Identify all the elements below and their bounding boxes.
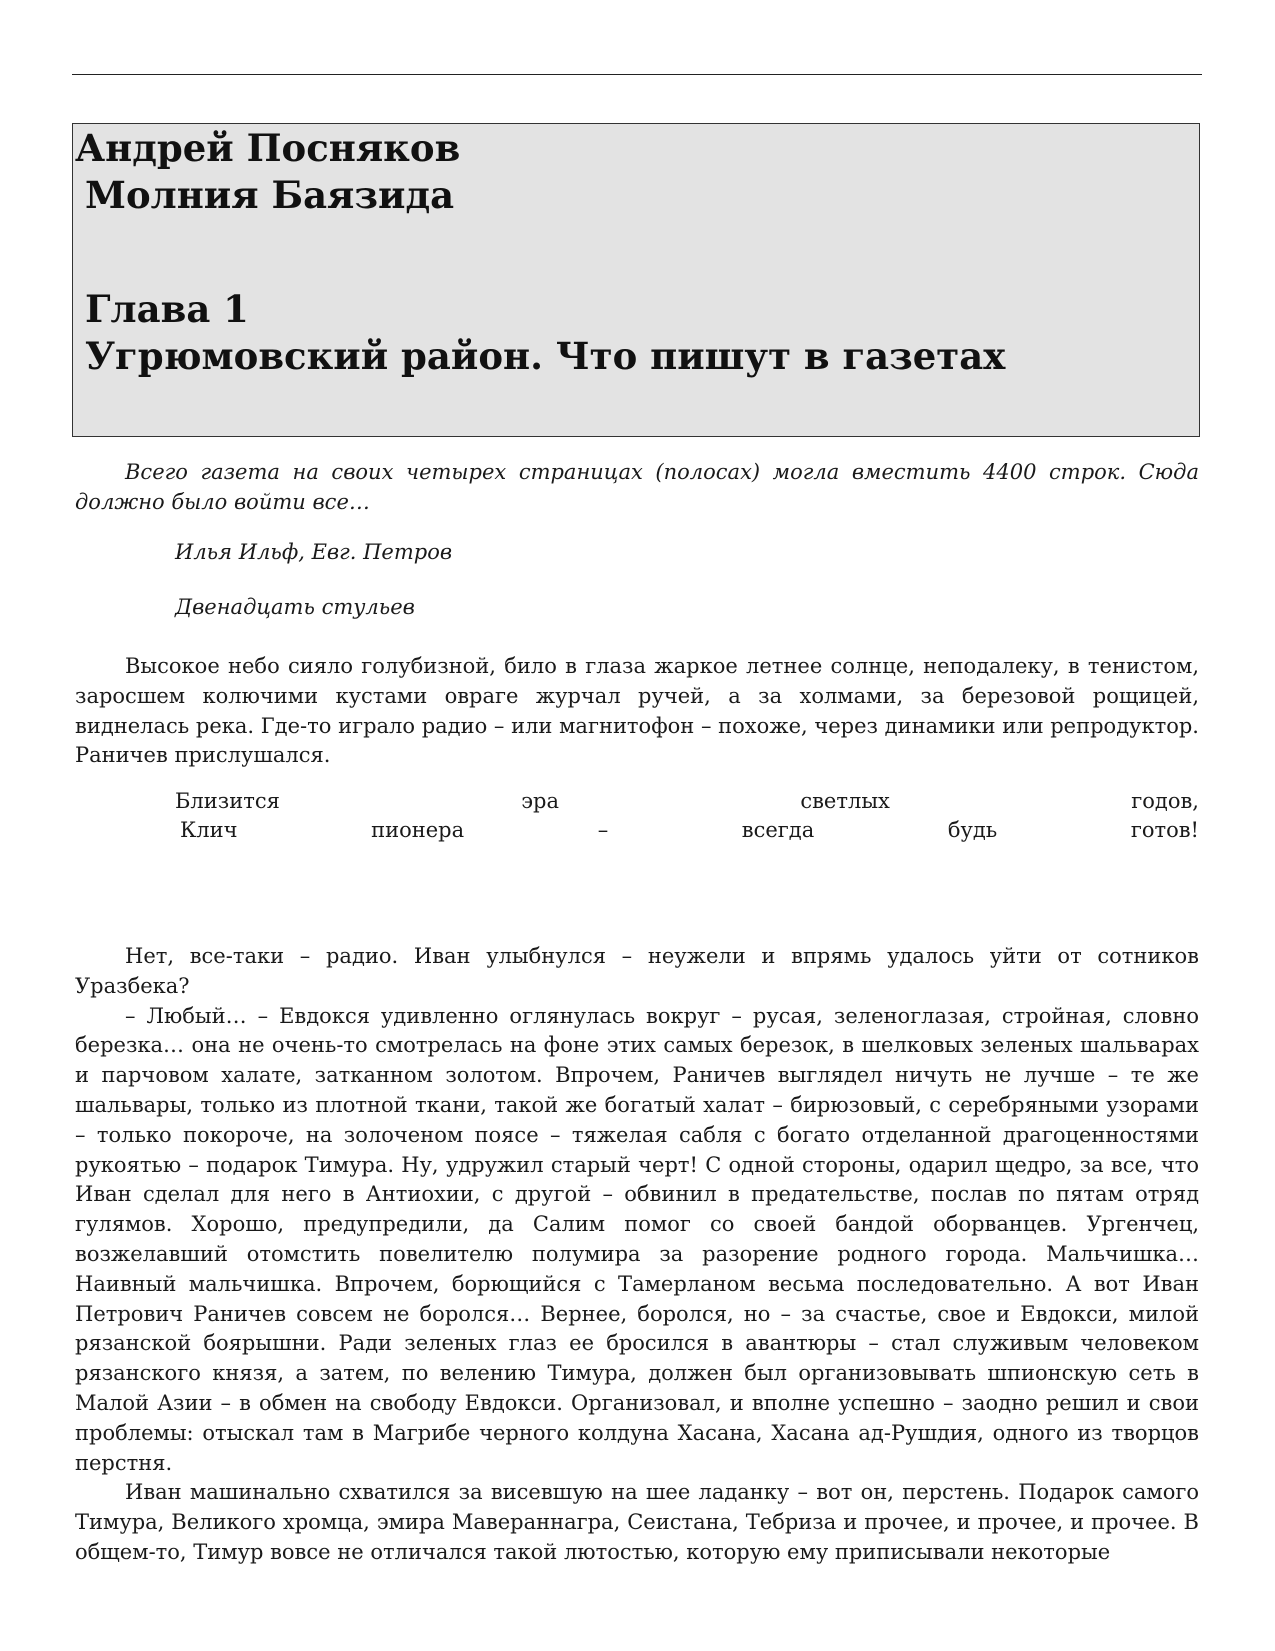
epigraph-text: Всего газета на своих четырех страницах (полосах) могла вместить 4400 строк. Сюда должно было войти все… <box>75 460 1199 514</box>
epigraph-authors: Илья Ильф, Евг. Петров <box>175 540 453 564</box>
poem-line-1 <box>175 786 1199 816</box>
chapter-number: Глава 1 <box>85 287 249 331</box>
poem-word: готов! <box>1130 818 1199 842</box>
poem-word: Клич <box>180 818 238 842</box>
poem-word: пионера <box>371 818 465 842</box>
chapter-title: Угрюмовский район. Что пишут в газетах <box>85 334 1006 378</box>
top-rule <box>72 74 1202 75</box>
author-name: Андрей Посняков <box>75 126 461 170</box>
poem-word: эра <box>521 789 559 813</box>
body-paragraph: Иван машинально схватился за висевшую на шее ладанку – вот он, перстень. Подарок самого Тимура, Великого хромца, эмира Мавераннагра, Сеистана, Тебриза и прочее, и прочее, и прочее. В общем-то, Тимур вовсе не отличался такой лютостью, которую ему приписывали некоторые <box>75 1480 1199 1564</box>
poem-word: Близится <box>175 789 280 813</box>
book-title: Молния Баязида <box>85 173 455 217</box>
poem-word: будь <box>947 818 998 842</box>
body-section <box>75 942 1199 1568</box>
intro-section <box>75 652 1199 771</box>
body-paragraph: Нет, все-таки – радио. Иван улыбнулся – неужели и впрямь удалось уйти от сотников Уразбека? <box>75 944 1199 998</box>
body-paragraph: – Любый… – Евдокся удивленно оглянулась вокруг – русая, зеленоглазая, стройная, словно березка… она не очень-то смотрелась на фоне этих самых березок, в шелковых зеленых шальварах и парчовом халате, затканном золотом. Впрочем, Раничев выглядел ничуть не лучше – те же шальвары, только из плотной ткани, такой же богатый халат – бирюзовый, с серебряными узорами – только покороче, на золоченом поясе – тяжелая сабля с богато отделанной драгоценностями рукоятью – подарок Тимура. Ну, удружил старый черт! С одной стороны, одарил щедро, за все, что Иван сделал для него в Антиохии, с другой – обвинил в предательстве, послав по пятам отряд гулямов. Хорошо, предупредили, да Салим помог со своей бандой оборванцев. Ургенчец, возжелавший отомстить повелителю полумира за разорение родного города. Мальчишка… Наивный мальчишка. Впрочем, борющийся с Тамерланом весьма последовательно. А вот Иван Петрович Раничев совсем не боролся… Вернее, боролся, но – за счастье, свое и Евдокси, милой рязанской боярышни. Ради зеленых глаз ее бросился в авантюры – стал служивым человеком рязанского князя, а затем, по велению Тимура, должен был организовывать шпионскую сеть в Малой Азии – в обмен на свободу Евдокси. Организовал, и вполне успешно – заодно решил и свои проблемы: отыскал там в Магрибе черного колдуна Хасана, Хасана ад-Рушдия, одного из творцов перстня. <box>75 1003 1199 1475</box>
poem-line-2 <box>180 815 1199 845</box>
poem-word: – <box>597 818 609 842</box>
intro-paragraph: Высокое небо сияло голубизной, било в глаза жаркое летнее солнце, неподалеку, в тенистом, заросшем колючими кустами овраге журчал ручей, а за холмами, за березовой рощицей, виднелась река. Где-то играло радио – или магнитофон – похоже, через динамики или репродуктор. Раничев прислушался. <box>75 654 1199 768</box>
epigraph-source: Двенадцать стульев <box>175 595 415 619</box>
poem-word: всегда <box>741 818 815 842</box>
poem-word: светлых <box>800 789 890 813</box>
poem-word: годов, <box>1131 789 1199 813</box>
chapter-header-box <box>72 123 1200 437</box>
